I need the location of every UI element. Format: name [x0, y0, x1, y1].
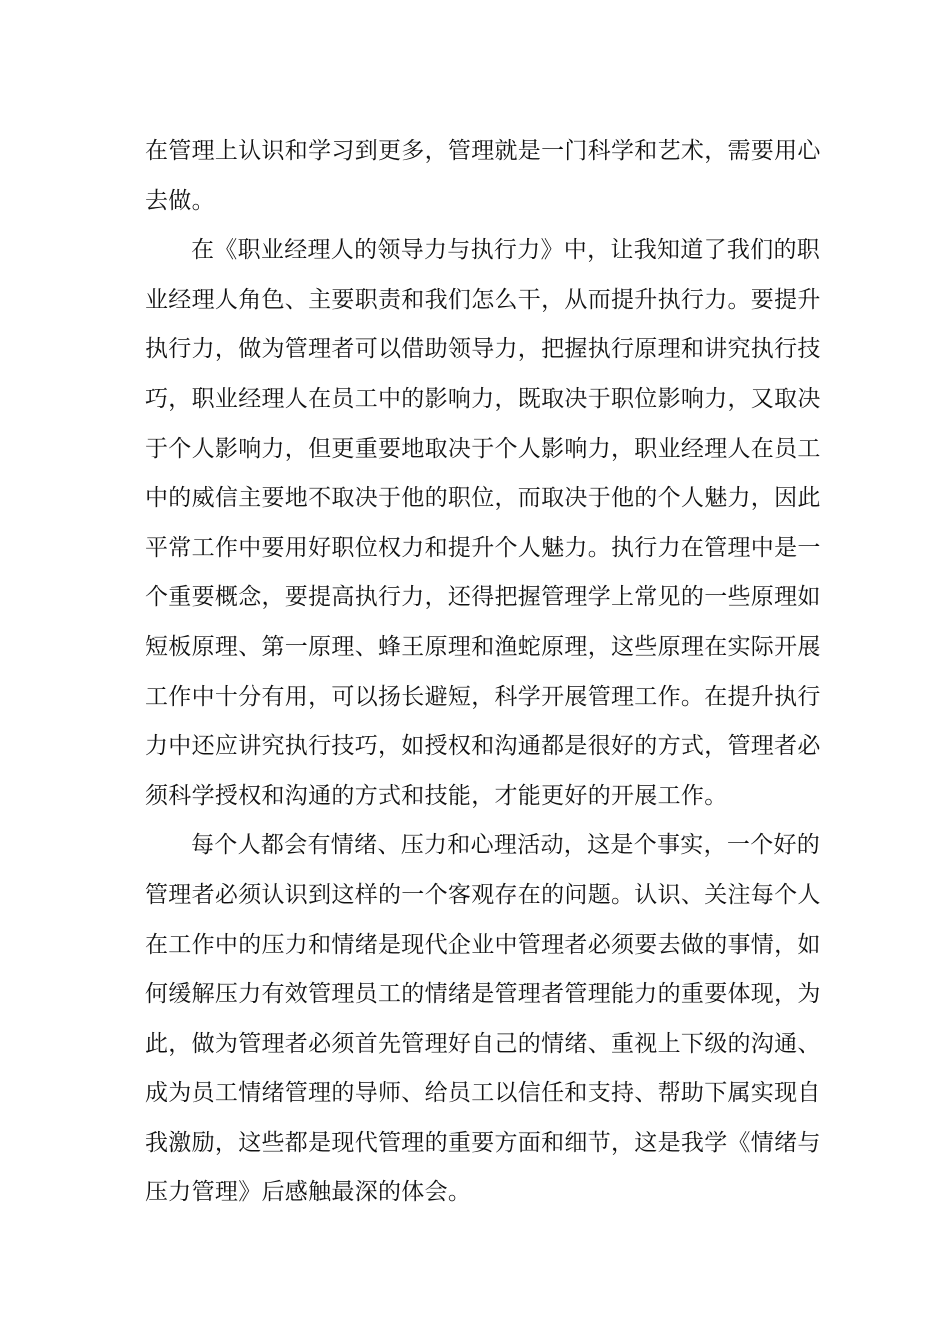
- paragraph-2-line-5: 于个人影响力，但更重要地取决于个人影响力，职业经理人在员工: [145, 435, 821, 462]
- paragraph-3-line-3: 在工作中的压力和情绪是现代企业中管理者必须要去做的事情，如: [145, 931, 821, 958]
- paragraph-2-line-3: 执行力，做为管理者可以借助领导力，把握执行原理和讲究执行技: [145, 336, 821, 363]
- paragraph-3-line-7: 我激励，这些都是现代管理的重要方面和细节，这是我学《情绪与: [145, 1129, 821, 1156]
- paragraph-1-line-1: 在管理上认识和学习到更多，管理就是一门科学和艺术，需要用心: [145, 138, 821, 164]
- paragraph-3-line-8: 压力管理》后感触最深的体会。: [145, 1179, 472, 1206]
- paragraph-3-line-5: 此，做为管理者必须首先管理好自己的情绪、重视上下级的沟通、: [145, 1030, 821, 1057]
- paragraph-3-line-2: 管理者必须认识到这样的一个客观存在的问题。认识、关注每个人: [145, 881, 821, 908]
- paragraph-2-line-9: 短板原理、第一原理、蜂王原理和渔蛇原理，这些原理在实际开展: [145, 633, 821, 660]
- paragraph-2-line-7: 平常工作中要用好职位权力和提升个人魅力。执行力在管理中是一: [145, 534, 821, 561]
- paragraph-2-line-1: 在《职业经理人的领导力与执行力》中，让我知道了我们的职: [191, 237, 821, 264]
- paragraph-3-line-1: 每个人都会有情绪、压力和心理活动，这是个事实，一个好的: [191, 832, 821, 859]
- paragraph-2-line-11: 力中还应讲究执行技巧，如授权和沟通都是很好的方式，管理者必: [145, 733, 821, 760]
- paragraph-2-line-8: 个重要概念，要提高执行力，还得把握管理学上常见的一些原理如: [145, 584, 821, 611]
- paragraph-2-line-2: 业经理人角色、主要职责和我们怎么干，从而提升执行力。要提升: [145, 286, 821, 313]
- paragraph-3-line-4: 何缓解压力有效管理员工的情绪是管理者管理能力的重要体现，为: [145, 981, 821, 1008]
- paragraph-2-line-6: 中的威信主要地不取决于他的职位，而取决于他的个人魅力，因此: [145, 485, 821, 512]
- paragraph-2-line-4: 巧，职业经理人在员工中的影响力，既取决于职位影响力，又取决: [145, 385, 821, 412]
- paragraph-3-line-6: 成为员工情绪管理的导师、给员工以信任和支持、帮助下属实现自: [145, 1080, 821, 1107]
- paragraph-1-line-2: 去做。: [145, 187, 215, 214]
- body-text: [145, 127, 821, 1218]
- paragraph-2-line-10: 工作中十分有用，可以扬长避短，科学开展管理工作。在提升执行: [145, 683, 821, 710]
- paragraph-2-line-12: 须科学授权和沟通的方式和技能，才能更好的开展工作。: [145, 782, 728, 809]
